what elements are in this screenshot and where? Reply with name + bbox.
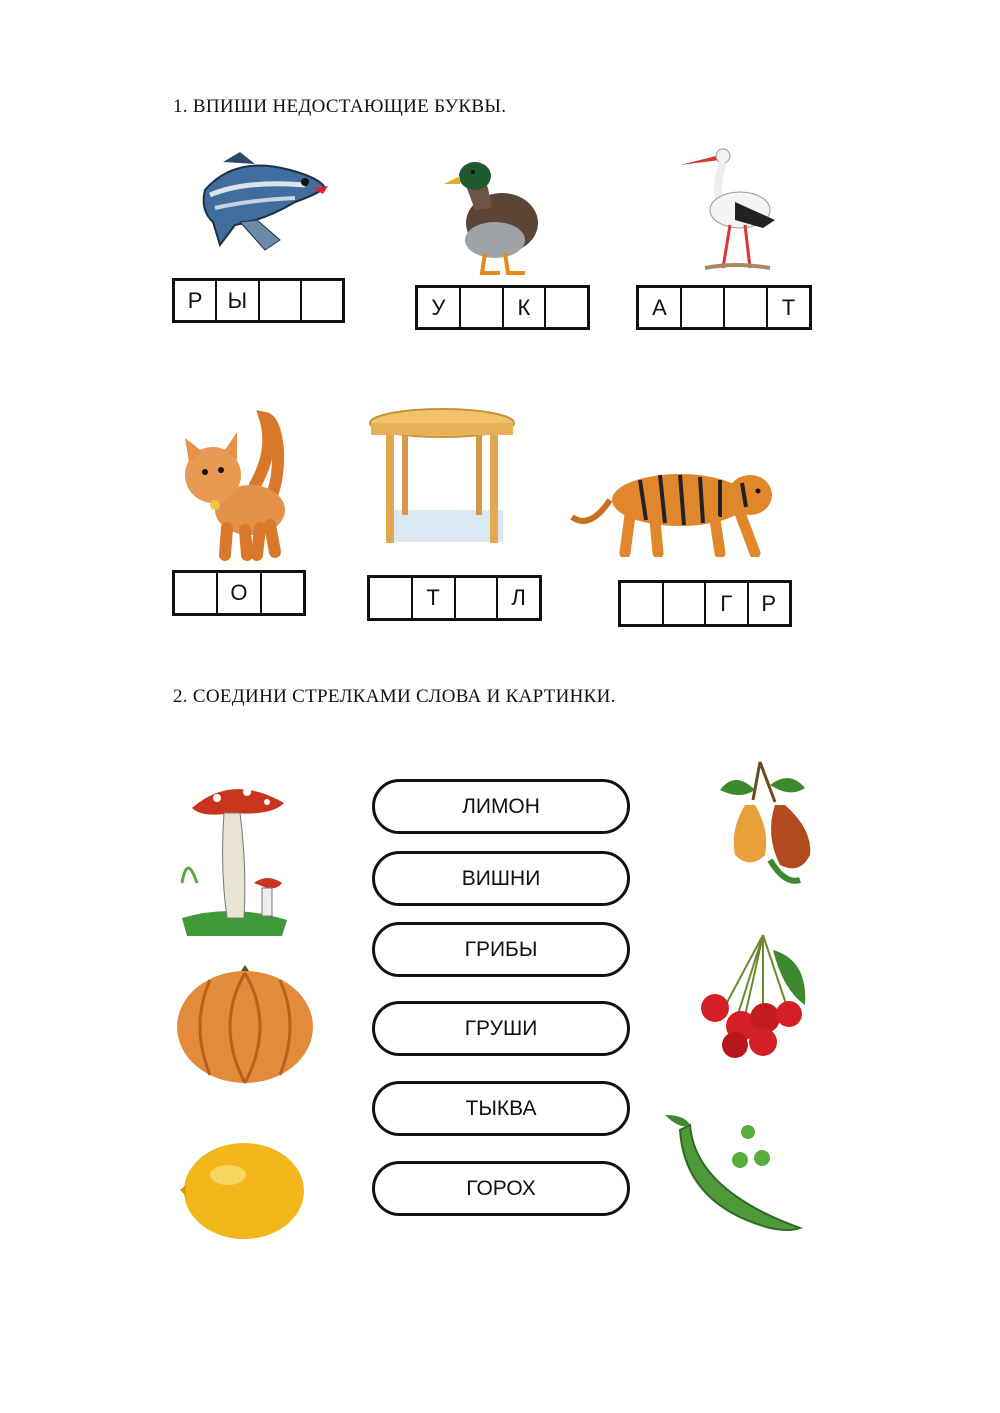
letter-cell: Г — [706, 583, 749, 624]
letter-cell-blank[interactable] — [725, 288, 768, 327]
letter-boxes-stork — [636, 285, 812, 330]
letter-cell-blank[interactable] — [664, 583, 707, 624]
letter-boxes-fish — [172, 278, 345, 323]
letter-cell-blank[interactable] — [621, 583, 664, 624]
letter-cell-blank[interactable] — [175, 573, 218, 613]
letter-cell-blank[interactable] — [461, 288, 504, 327]
letter-boxes-duck — [415, 285, 590, 330]
cat-icon — [175, 410, 295, 562]
letter-cell: Ы — [217, 281, 259, 320]
task1-heading: 1. ВПИШИ НЕДОСТАЮЩИЕ БУКВЫ. — [173, 96, 507, 117]
letter-cell-blank[interactable] — [682, 288, 725, 327]
peas-icon — [660, 1110, 805, 1235]
word-box-pumpkin[interactable]: ТЫКВА — [372, 1081, 630, 1136]
word-box-mushrooms[interactable]: ГРИБЫ — [372, 922, 630, 977]
tiger-icon — [570, 455, 788, 557]
word-box-cherries[interactable]: ВИШНИ — [372, 851, 630, 906]
letter-cell-blank[interactable] — [260, 281, 302, 320]
letter-cell-blank[interactable] — [302, 281, 342, 320]
word-box-pears[interactable]: ГРУШИ — [372, 1001, 630, 1056]
letter-boxes-tiger — [618, 580, 792, 627]
letter-cell: Т — [781, 294, 796, 320]
fish-icon — [195, 150, 330, 260]
letter-cell: Р — [761, 590, 777, 616]
letter-cell-blank[interactable] — [262, 573, 303, 613]
letter-cell: К — [504, 288, 547, 327]
letter-cell-blank[interactable] — [456, 578, 499, 618]
pears-icon — [705, 760, 820, 890]
letter-cell-blank[interactable] — [370, 578, 413, 618]
letter-cell: Р — [175, 281, 217, 320]
stork-icon — [675, 140, 780, 275]
duck-icon — [440, 148, 545, 276]
letter-cell: У — [418, 288, 461, 327]
letter-cell: Т — [413, 578, 456, 618]
cherries-icon — [693, 930, 815, 1060]
word-box-peas[interactable]: ГОРОХ — [372, 1161, 630, 1216]
lemon-icon — [178, 1140, 310, 1242]
letter-cell: О — [218, 573, 261, 613]
letter-boxes-table — [367, 575, 542, 621]
table-icon — [368, 405, 516, 548]
mushroom-icon — [172, 778, 292, 938]
letter-cell: Л — [511, 585, 526, 610]
letter-cell-blank[interactable] — [546, 288, 587, 327]
word-box-lemon[interactable]: ЛИМОН — [372, 779, 630, 834]
task2-heading: 2. СОЕДИНИ СТРЕЛКАМИ СЛОВА И КАРТИНКИ. — [173, 686, 616, 707]
letter-boxes-cat — [172, 570, 306, 616]
letter-cell: А — [639, 288, 682, 327]
pumpkin-icon — [175, 965, 315, 1087]
